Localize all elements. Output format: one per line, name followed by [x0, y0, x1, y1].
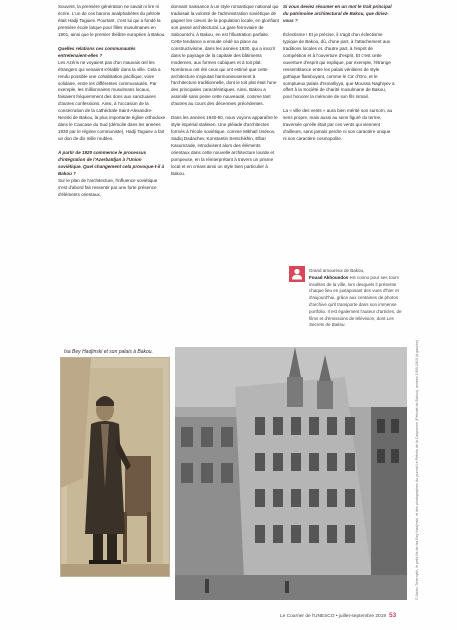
- photo-credit: [409, 339, 419, 600]
- photo-credit-text: © Alexis Tchernykh, le petit-fils de Isa Bey Hadjinski, et des photographes du journal Le Pétrole de la Caspienne (Pétrolet de Bakou), années 1900-1910 (à gauche): [415, 339, 419, 600]
- page-footer: [280, 612, 396, 619]
- paragraph: Sur le plan de l'architecture, l'influence soviétique s'est d'abord fait ressentir par une forte présence d'éléments orientaux,: [58, 177, 158, 197]
- paragraph: Souvent, la première génération ne savait ni lire ni écrire. L'un de ces barons analphabètes du pétrole était Hadji Taguiev. Pourtant, c'est lui qui a fondé la première école laïque pour filles musulmanes en 1901, ainsi que le premier théâtre européen à Bakou.: [58, 4, 166, 37]
- photo-caption: Isa Bey Hadjinski et son palais à Bakou.: [64, 349, 153, 355]
- interview-question: Si vous deviez résumer en un mot le trait principal du patrimoine architectural de Bakou, que diriez-vous ?: [283, 4, 392, 23]
- portrait-photo: [60, 357, 170, 577]
- paragraph: Les Azéris ne voyaient pas d'un mauvais œil les étrangers qui venaient s'établir dans la ville. Cela a rendu possible une cohabitation pacifique, voire solidaire, entre les différentes communautés. Par exemple, les millionnaires musulmans locaux, faisaient fréquemment des dons aux sanctuaires d'autres confessions. Ainsi, à l'occasion de la consécration de la cathédrale Saint-Alexandre-Nevski de Bakou, la plus importante église orthodoxe dans le Caucase du Sud (démolie dans les années 1930 par le régime communiste), Hadji Taguiev a fait un don de dix mille roubles.: [58, 59, 166, 142]
- person-icon: [289, 266, 305, 282]
- text-column-3: [283, 4, 395, 143]
- interview-question: À partir de 1920 commence le processus d'intégration de l'Azerbaïdjan à l'Union soviétique. Quel changement cela provoque-t-il à Bakou ?: [58, 150, 165, 176]
- author-bio: [309, 268, 404, 329]
- page-number: 53: [389, 612, 397, 619]
- paragraph: donnant naissance à un style romantique national qui traduisait la volonté de l'administration soviétique de gagner les cœurs de la population locale, en glorifiant son passé architectural. La gare ferroviaire de Sabountchi, à Bakou, en est l'illustration parfaite. Cette tendance a ensuite cédé sa place au constructivisme, dans les années 1930, qui a inscrit dans le paysage de la capitale des bâtiments modernes, aux formes cubiques et à toit plat. Nombreux ont été ceux qui ont estimé que cette architecture s'ajoutait harmonieusement à l'architecture traditionnelle, dont le toit plat était l'une des principales caractéristiques. Ainsi, Bakou a assimilé sans peine cette nouveauté, comme tant d'autres au cours des décennies précédentes.: [171, 4, 279, 107]
- author-book-title: Les Secrets de Bakou: [309, 315, 394, 328]
- paragraph: Éclectisme ! Et je précise, il s'agit d'un éclectisme typique de Bakou, dû, d'une part, à l'attachement aux traditions locales et, d'autre part, à l'esprit de compétition et à l'ouverture d'esprit. Et c'est cette ouverture d'esprit qui explique, par exemple, l'étrange ressemblance entre les palais vénitiens de style gothique flamboyant, comme le Ca' d'Oro, et le somptueux palais d'Ismaïliyya, que Moussa Naghiyev a offert à la Société de charité musulmane de Bakou, pour honorer la mémoire de son fils Ismail.: [283, 31, 395, 100]
- text-column-2: [171, 4, 279, 178]
- author-intro: Grand amoureux de Bakou,: [309, 268, 365, 273]
- author-bio-text: est connu pour ses tours insolites de la ville, lors desquels il présente chaque lieu en juxtaposant des vues d'hier et d'aujourd'hui, grâce aux centaines de photos d'archive qu'il transporte dans son immense portfolio. Il est également l'auteur d'articles, de films et d'émissions de télévision, dont: [309, 274, 402, 321]
- paragraph: La « ville des vents » aura bien mérité son surnom, au sens propre, mais aussi au sens figuré du terme, traversée qu'elle était par ces vents qui viennent d'ailleurs, sans jamais perdre ni son caractère unique ni son caractère cosmopolite.: [283, 108, 393, 142]
- paragraph: Dans les années 1940-50, nous voyons apparaître le style impérial stalinien. Une pléiade d'architectes formés à l'école soviétique, comme Mikhaïl Usénov, Sadiq Dadachev, Konstantin Sentchikhin, Elbaï Kasumzade, introduisent alors des éléments orientaux dans cette nouvelle architecture lourde et pompeuse, en la réinterprétant à travers un prisme local et en créant ainsi un style bien particulier à Bakou.: [171, 115, 278, 176]
- author-bio-end: .: [344, 322, 346, 328]
- author-name: Fouad Akhoundov: [309, 274, 349, 280]
- interview-question: Quelles relations ces communautés entretenaient-elles ?: [58, 45, 136, 58]
- text-column-1: [58, 4, 166, 199]
- palace-photo: [175, 347, 407, 600]
- footer-publication: Le Courrier de l'UNESCO • juillet-septembre 2019: [280, 614, 387, 619]
